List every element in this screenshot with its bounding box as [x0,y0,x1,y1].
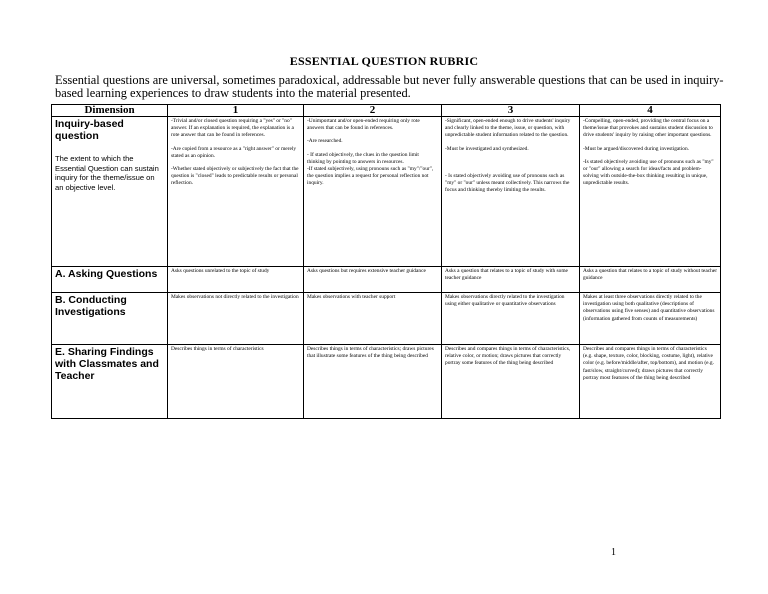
rubric-cell [442,293,580,345]
rubric-cell [168,117,304,267]
header-score-3: 3 [442,105,580,117]
page-number: 1 [611,547,616,558]
header-dimension: Dimension [52,105,168,117]
cell-text: -Must be investigated and synthesized. [445,145,529,152]
cell-text: - If stated objectively, the clues in the question limit thinking by pointing to answers in resources. [307,151,419,165]
rubric-cell [304,293,442,345]
rubric-cell [580,293,721,345]
cell-text: Makes at least three observations directly related to the investigation using both qualitative (descriptions of observations using five senses) and quantitative observations (information gathered from counts of measurements) [583,294,715,322]
dimension-cell [52,345,168,419]
cell-text: Makes observations not directly related to the investigation [171,294,299,300]
cell-text: Describes things in terms of characteristics [171,346,264,352]
rubric-cell [580,117,721,267]
cell-text: -Are copied from a resource as a "right answer" or merely stated as an opinion. [171,145,297,159]
cell-text: Asks questions but requires extensive teacher guidance [307,268,426,274]
rubric-cell [442,117,580,267]
cell-text: Makes observations with teacher support [307,294,396,300]
cell-text: Asks a question that relates to a topic of study without teacher guidance [583,268,717,282]
cell-text: - Is stated objectively avoiding use of pronouns such as "my" or "our" unless meant collectively. This narrows the focus and thinking thereby limiting the results. [445,172,570,194]
rubric-cell [580,345,721,419]
dimension-description: The extent to which the Essential Question can sustain inquiry for the theme/issue on an objective level. [55,154,159,192]
cell-text: -Significant, open-ended enough to drive students' inquiry and clearly linked to the theme, issue, or question, with unpredictable student information related to the question. [445,118,571,139]
dimension-cell [52,293,168,345]
rubric-cell [168,267,304,293]
rubric-cell [304,345,442,419]
rubric-cell [442,345,580,419]
table-row [52,267,721,293]
header-score-2: 2 [304,105,442,117]
cell-text: Makes observations directly related to the investigation using either qualitative or quantitative observations [445,294,565,308]
cell-text: Describes and compares things in terms of characteristics, relative color, or motion; draws pictures that correctly portray some features of the thing being described [445,346,571,367]
rubric-cell [168,293,304,345]
header-score-1: 1 [168,105,304,117]
rubric-cell [304,267,442,293]
dimension-cell [52,267,168,293]
cell-text: -If stated subjectively, using pronouns such as "my"/"our", the question implies a request for personal reflection not inquiry. [307,166,434,187]
dimension-name: B. Conducting Investigations [55,294,127,318]
dimension-name: Inquiry-based question [55,118,124,142]
header-row [52,105,721,117]
table-row [52,293,721,345]
cell-text: -Compelling, open-ended, providing the central focus on a theme/issue that provokes and sustains student discussion to drive students' inquiry by raising other important questions. [583,118,713,139]
rubric-cell [442,267,580,293]
rubric-cell [168,345,304,419]
document-title: ESSENTIAL QUESTION RUBRIC [289,54,479,68]
rubric-cell [304,117,442,267]
cell-text: -Trivial and/or closed question requiring a "yes" or "no" answer. If an explanation is required, the explanation is a rote answer that can be found in references. [171,118,294,139]
cell-text: Describes things in terms of characteristics; draws pictures that illustrate some features of the thing being described [307,346,434,360]
cell-text: -Whether stated objectively or subjectively the fact that the question is "closed" leads to predictable results or personal reflection. [171,166,299,187]
table-row [52,117,721,267]
cell-text: Describes and compares things in terms of characteristics (e.g. shape, texture, color, blocking, costume, light), relative color (e.g. before/middle/after, top/bottom), and motion (e.g. fast/slow, straight/curved); draws pictures that correctly portray most features of the thing being described [583,346,714,381]
rubric-cell [580,267,721,293]
table-row [52,345,721,419]
cell-text: -Is stated objectively avoiding use of pronouns such as "my" or "our" allowing a search for ideas/facts and problem-solving with outside-the-box thinking resulting in unique, unpredictable results. [583,158,714,187]
rubric-table [51,104,721,419]
dimension-cell [52,117,168,267]
cell-text: Asks questions unrelated to the topic of study [171,268,270,274]
intro-paragraph: Essential questions are universal, sometimes paradoxical, addressable but never fully answerable questions that can be used in inquiry-based learning experiences to draw students into the material presented. [55,73,724,100]
cell-text: -Unimportant and/or open-ended requiring only rote answers that can be found in references. [307,118,420,132]
dimension-name: E. Sharing Findings with Classmates and Teacher [55,346,159,382]
cell-text: -Are researched. [307,138,343,145]
cell-text: -Must be argued/discovered during investigation. [583,145,690,152]
cell-text: Asks a question that relates to a topic of study with some teacher guidance [445,268,568,282]
header-score-4: 4 [580,105,721,117]
dimension-name: A. Asking Questions [55,268,158,280]
